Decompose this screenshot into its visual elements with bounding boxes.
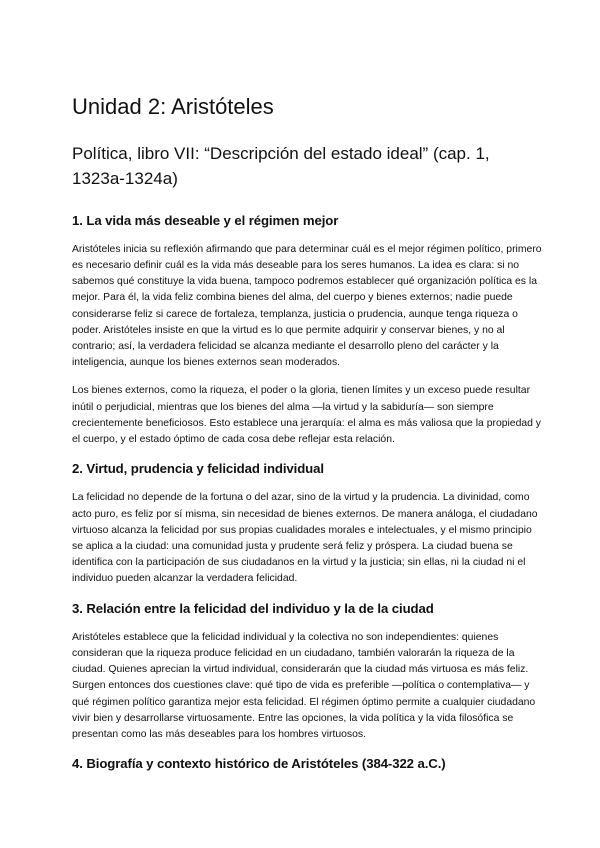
section-paragraph: Aristóteles inicia su reflexión afirmando que para determinar cuál es el mejor régimen político, primero es necesario definir cuál es la vida más deseable para los seres humanos. La idea es clara: si no sabemos qué constituye la vida buena, tampoco podremos establecer qué organización política es la mejor. Para él, la vida feliz combina bienes del alma, del cuerpo y bienes externos; nadie puede considerarse feliz si carece de fortaleza, templanza, justicia o prudencia, aunque tenga riqueza o poder. Aristóteles insiste en que la virtud es lo que permite adquirir y conservar bienes, y no al contrario; así, la verdadera felicidad se alcanza mediante el desarrollo pleno del carácter y la inteligencia, aunque los bienes externos sean moderados. [72,243,542,369]
page-title: Unidad 2: Aristóteles [72,94,274,119]
section-heading: 1. La vida más deseable y el régimen mejor [72,212,339,228]
section-paragraph: Aristóteles establece que la felicidad individual y la colectiva no son independientes: quienes consideran que la riqueza produce felicidad en un ciudadano, también valorarán la riqueza de la ciudad. Quienes aprecian la virtud individual, considerarán que la ciudad más virtuosa es más feliz. Surgen entonces dos cuestiones clave: qué tipo de vida es preferible —política o contemplativa— y qué régimen político garantiza mejor esta felicidad. El régimen óptimo permite a cualquier ciudadano vivir bien y desarrollarse virtuosamente. Entre las opciones, la vida política y la vida filosófica se presentan como las más deseables para los hombres virtuosos. [72,631,536,741]
section-paragraph: La felicidad no depende de la fortuna o del azar, sino de la virtud y la prudencia. La divinidad, como acto puro, es feliz por sí misma, sin necesidad de bienes externos. De manera análoga, el ciudadano virtuoso alcanza la felicidad por sus propias cualidades morales e intelectuales, y el mismo principio se aplica a la ciudad: una comunidad justa y prudente será feliz y próspera. La ciudad buena se identifica con la participación de sus ciudadanos en la virtud y la justicia; sin ellas, ni la ciudad ni el individuo pueden alcanzar la verdadera felicidad. [72,492,538,585]
page-subtitle: Política, libro VII: “Descripción del estado ideal” (cap. 1, 1323a-1324a) [72,144,490,189]
section-2 [72,460,544,587]
section-heading: 3. Relación entre la felicidad del individuo y la de la ciudad [72,600,434,616]
section-heading: 4. Biografía y contexto histórico de Aristóteles (384-322 a.C.) [72,756,446,772]
section-3 [72,600,544,744]
section-1 [72,212,544,449]
section-4 [72,755,544,772]
section-paragraph: Los bienes externos, como la riqueza, el poder o la gloria, tienen límites y un exceso puede resultar inútil o perjudicial, mientras que los bienes del alma —la virtud y la sabiduría— son siempre crecientemente beneficiosos. Esto establece una jerarquía: el alma es más valiosa que la propiedad y el cuerpo, y el estado óptimo de cada cosa debe reflejar esta relación. [72,385,542,446]
section-heading: 2. Virtud, prudencia y felicidad individual [72,461,324,477]
